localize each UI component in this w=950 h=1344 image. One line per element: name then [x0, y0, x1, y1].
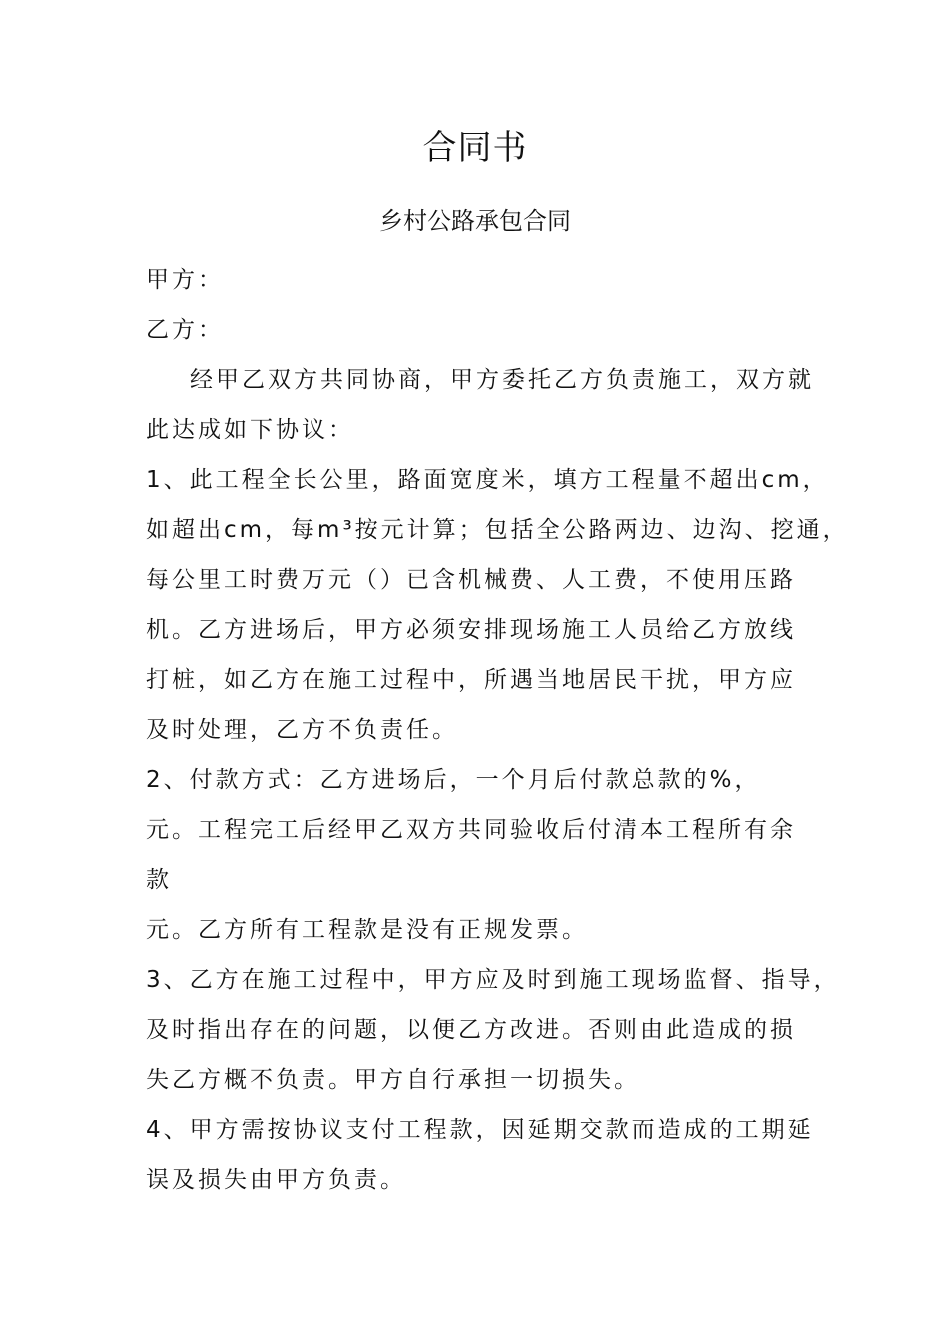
clause-2-line-1: 2、付款方式：乙方进场后，一个月后付款总款的%， [146, 767, 761, 793]
clause-4-line-1: 4、甲方需按协议支付工程款，因延期交款而造成的工期延 [146, 1117, 814, 1143]
document-title: 合同书 [422, 128, 528, 168]
document-subtitle: 乡村公路承包合同 [379, 207, 571, 235]
clause-1-line-2: 如超出cm，每m³按元计算；包括全公路两边、边沟、挖通， [146, 517, 849, 543]
clause-2-line-4: 元。乙方所有工程款是没有正规发票。 [146, 917, 588, 943]
intro-line-1: 经甲乙双方共同协商，甲方委托乙方负责施工，双方就 [190, 367, 814, 393]
contract-body [146, 255, 849, 1205]
clause-1-line-6: 及时处理，乙方不负责任。 [146, 717, 458, 743]
clause-3-line-1: 3、乙方在施工过程中，甲方应及时到施工现场监督、指导， [146, 967, 840, 993]
clause-1-line-3: 每公里工时费万元（）已含机械费、人工费，不使用压路 [146, 567, 796, 593]
clause-3-line-2: 及时指出存在的问题，以便乙方改进。否则由此造成的损 [146, 1017, 796, 1043]
clause-2-line-3: 款 [146, 867, 172, 893]
clause-3-line-3: 失乙方概不负责。甲方自行承担一切损失。 [146, 1067, 640, 1093]
clause-1-line-4: 机。乙方进场后，甲方必须安排现场施工人员给乙方放线 [146, 617, 796, 643]
clause-2-line-2: 元。工程完工后经甲乙双方共同验收后付清本工程所有余 [146, 817, 796, 843]
clause-1-line-5: 打桩，如乙方在施工过程中，所遇当地居民干扰，甲方应 [146, 667, 796, 693]
party-a-line: 甲方： [146, 267, 224, 293]
clause-1-line-1: 1、此工程全长公里，路面宽度米，填方工程量不超出cm， [146, 467, 829, 493]
party-b-line: 乙方： [146, 317, 224, 343]
intro-line-2: 此达成如下协议： [146, 417, 354, 443]
clause-4-line-2: 误及损失由甲方负责。 [146, 1167, 406, 1193]
